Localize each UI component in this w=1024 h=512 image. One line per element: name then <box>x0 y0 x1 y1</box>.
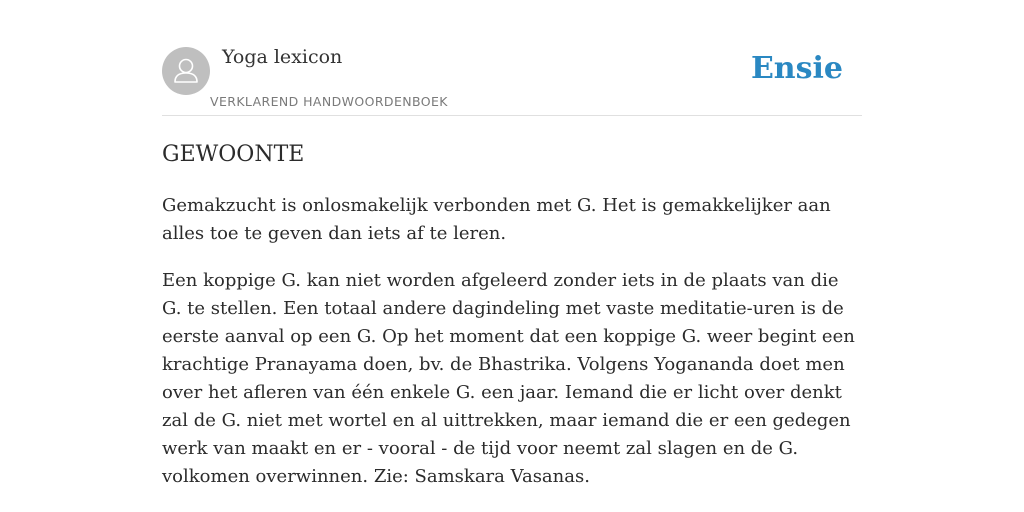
entry-paragraph: Een koppige G. kan niet worden afgeleerd zonder iets in de plaats van die G. te stellen. Een totaal andere dagindeling met vaste meditatie-uren is de eerste aanval op een G. Op het moment dat een koppige G. weer begint een krachtige Pranayama doen, bv. de Bhastrika. Volgens Yogananda doet men over het afleren van één enkele G. een jaar. Iemand die er licht over denkt zal de G. niet met wortel en al uittrekken, maar iemand die er een gedegen werk van maakt en er - vooral - de tijd voor neemt zal slagen en de G. volkomen overwinnen. Zie: Samskara Vasanas. <box>162 270 855 487</box>
lexicon-subtitle: VERKLAREND HANDWOORDENBOEK <box>210 94 448 109</box>
page-header <box>162 0 862 116</box>
entry-content <box>162 140 862 510</box>
entry-paragraph: Gemakzucht is onlosmakelijk verbonden met G. Het is gemakkelijker aan alles toe te geven dan iets af te leren. <box>162 195 831 244</box>
avatar[interactable] <box>162 47 210 95</box>
lexicon-title[interactable]: Yoga lexicon <box>222 46 343 68</box>
user-placeholder-icon <box>162 47 210 95</box>
brand-logo[interactable]: Ensie <box>750 51 843 86</box>
entry-term: GEWOONTE <box>162 142 305 167</box>
